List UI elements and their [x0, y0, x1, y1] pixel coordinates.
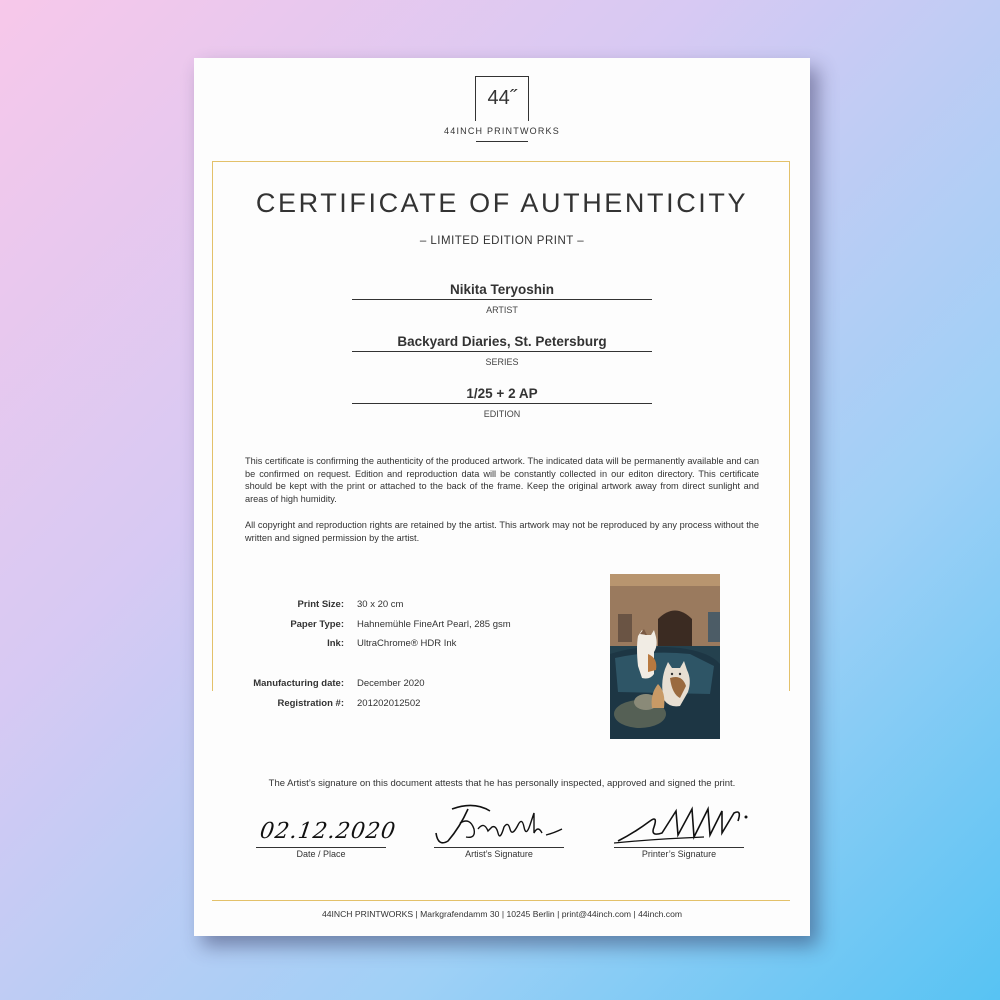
- date-signature-block: [256, 803, 398, 859]
- certificate-title: CERTIFICATE OF AUTHENTICITY: [255, 188, 749, 218]
- series-label: SERIES: [485, 357, 519, 367]
- company-logo: [194, 76, 810, 142]
- handwritten-date: [256, 803, 398, 847]
- company-footer: 44INCH PRINTWORKS | Markgrafendamm 30 | 10245 Berlin | print@44inch.com | 44inch.com: [321, 909, 683, 919]
- gold-frame-bottom: [212, 900, 790, 901]
- certificate-subtitle: – LIMITED EDITION PRINT –: [419, 235, 585, 247]
- logo-mark: 44˝: [487, 87, 517, 109]
- spec-value: 30 x 20 cm: [357, 599, 404, 610]
- artwork-image: [610, 574, 720, 739]
- artist-signature-block: [434, 803, 564, 859]
- edition-label: EDITION: [483, 409, 521, 419]
- artist-signature-label: Artist’s Signature: [465, 849, 533, 859]
- spec-value: Hahnemühle FineArt Pearl, 285 gsm: [357, 618, 511, 630]
- artist-label: ARTIST: [486, 305, 518, 315]
- certificate-sheet: [194, 58, 810, 936]
- attestation-text: The Artist’s signature on this document attests that he has personally inspected, approved and signed the print.: [268, 778, 736, 789]
- date-signature-line: [256, 847, 386, 848]
- spec-label: Registration #:: [277, 697, 344, 709]
- logo-frame: [475, 76, 529, 121]
- printer-signature-block: [614, 803, 744, 859]
- copyright-paragraph: All copyright and reproduction rights are retained by the artist. This artwork may not be reproduced by any process without the written and signed permission by the artist.: [245, 520, 759, 543]
- printer-signature-label: Printer’s Signature: [641, 849, 717, 859]
- spec-label: Print Size:: [297, 599, 344, 610]
- spec-label: Ink:: [327, 638, 344, 649]
- logo-name: 44INCH PRINTWORKS: [440, 126, 564, 136]
- spec-label: Paper Type:: [290, 618, 344, 630]
- gold-frame-top: [212, 161, 790, 162]
- printer-signature-drawing: [614, 803, 764, 847]
- date-place-label: Date / Place: [296, 849, 346, 859]
- spec-value: 201202012502: [357, 697, 421, 709]
- artist-signature-drawing: [434, 803, 564, 847]
- printer-signature-image: [614, 803, 744, 847]
- logo-underline: [476, 141, 528, 142]
- spec-label: Manufacturing date:: [253, 678, 344, 689]
- date-handwriting: 02.12.2020: [258, 819, 398, 844]
- edition-field: [352, 386, 652, 419]
- series-field: [352, 334, 652, 367]
- artist-signature-line: [434, 847, 564, 848]
- artist-signature-image: [434, 803, 564, 847]
- edition-value: 1/25 + 2 AP: [352, 386, 652, 404]
- printer-signature-line: [614, 847, 744, 848]
- series-name: Backyard Diaries, St. Petersburg: [352, 334, 652, 352]
- artist-field: [352, 282, 652, 315]
- authenticity-paragraph: This certificate is confirming the authenticity of the produced artwork. The indicated data will be permanently available and can be confirmed on request. Edition and reproduction data will be constantly collected in our editon directory. This certificate should be kept with the print or attached to the back of the frame. Keep the original artwork away from direct sunlight and areas of high humidity.: [245, 456, 759, 504]
- spec-value: UltraChrome® HDR Ink: [357, 638, 457, 649]
- artwork-thumbnail: [610, 574, 720, 739]
- spec-value: December 2020: [357, 678, 425, 689]
- artist-name: Nikita Teryoshin: [352, 282, 652, 300]
